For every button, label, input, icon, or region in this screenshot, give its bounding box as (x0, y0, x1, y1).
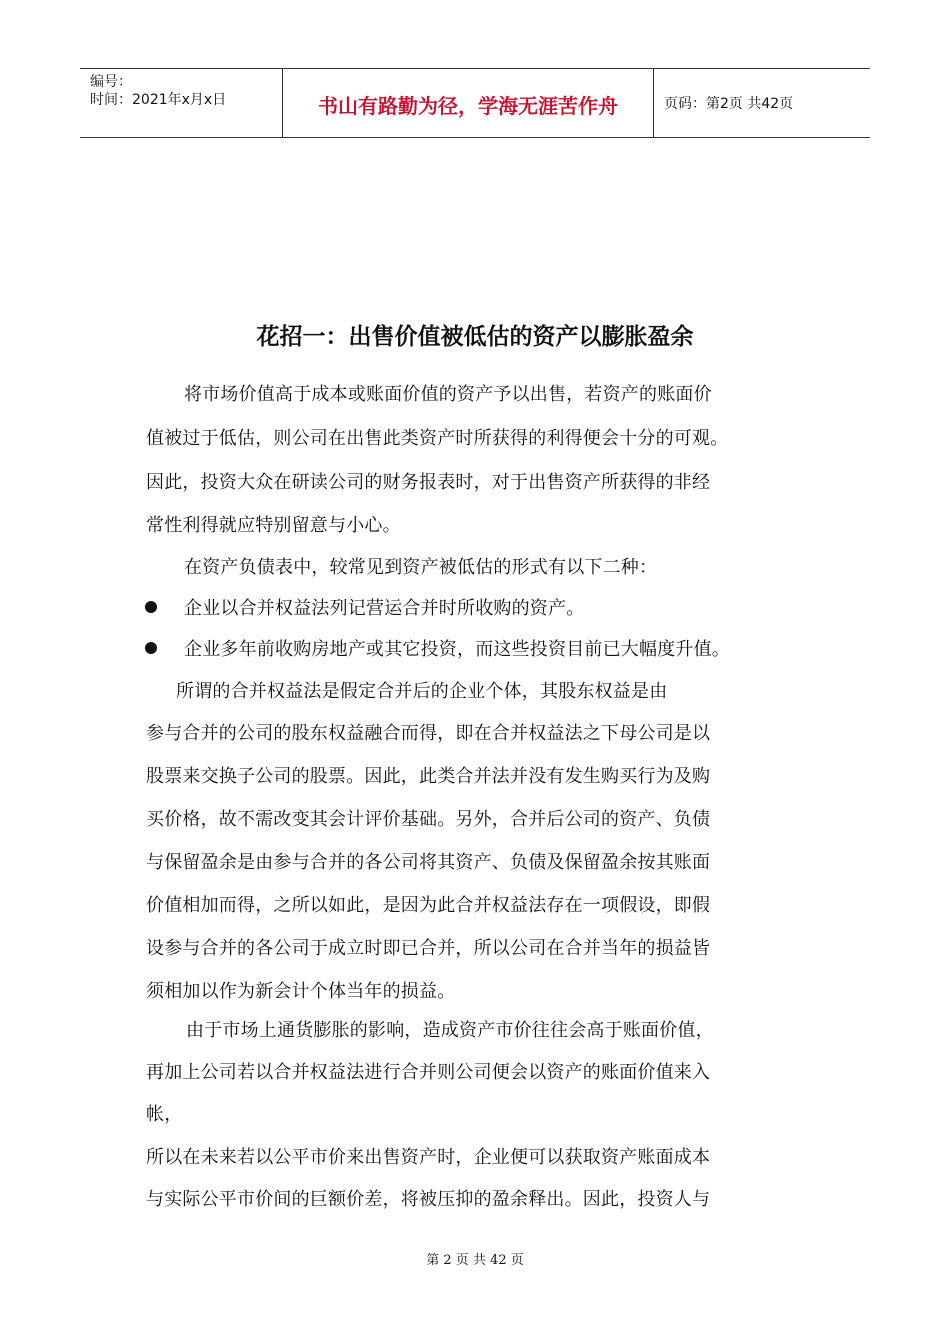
paragraph-line: 值被过于低估，则公司在出售此类资产时所获得的利得便会十分的可观。 (146, 428, 729, 449)
section-title: 花招一：出售价值被低估的资产以膨胀盈余 (256, 324, 694, 350)
paragraph-line: 买价格，故不需改变其会计评价基础。另外，合并后公司的资产、负债 (146, 809, 711, 830)
page-info: 页码：第2页 共42页 (664, 96, 794, 112)
time-label: 时间：2021年x月x日 (90, 92, 227, 108)
bullet-item: 企业以合并权益法列记营运合并时所收购的资产。 (184, 598, 585, 619)
header-info-cell (80, 69, 283, 137)
paragraph-line: 所以在未来若以公平市价来出售资产时，企业便可以获取资产账面成本 (146, 1147, 711, 1168)
paragraph-line: 因此，投资大众在研读公司的财务报表时，对于出售资产所获得的非经 (146, 472, 711, 493)
paragraph-line: 股票来交换子公司的股票。因此，此类合并法并没有发生购买行为及购 (146, 766, 711, 787)
paragraph-line: 参与合并的公司的股东权益融合而得，即在合并权益法之下母公司是以 (146, 723, 711, 744)
paragraph-line: 常性利得就应特别留意与小心。 (146, 515, 401, 536)
number-label: 编号： (90, 74, 132, 90)
paragraph-line: 再加上公司若以合并权益法进行合并则公司便会以资产的账面价值来入 (146, 1062, 711, 1083)
bullet-dot (145, 642, 157, 654)
paragraph-line: 在资产负债表中，较常见到资产被低估的形式有以下二种： (184, 557, 658, 578)
header-page-cell (654, 69, 870, 137)
header-motto-cell (283, 69, 654, 137)
paragraph-line: 帐， (146, 1104, 183, 1125)
paragraph-line: 价值相加而得，之所以如此，是因为此合并权益法存在一项假设，即假 (146, 895, 711, 916)
motto-text: 书山有路勤为径，学海无涯苦作舟 (318, 94, 618, 118)
paragraph-line: 与实际公平市价间的巨额价差，将被压抑的盈余释出。因此，投资人与 (146, 1189, 711, 1210)
paragraph-line: 将市场价值高于成本或账面价值的资产予以出售，若资产的账面价 (184, 384, 712, 405)
paragraph-line: 须相加以作为新会计个体当年的损益。 (146, 981, 456, 1002)
paragraph-line: 与保留盈余是由参与合并的各公司将其资产、负债及保留盈余按其账面 (146, 852, 711, 873)
page-footer: 第 2 页 共 42 页 (426, 1253, 524, 1268)
paragraph-line: 所谓的合并权益法是假定合并后的企业个体，其股东权益是由 (176, 681, 668, 702)
paragraph-line: 设参与合并的各公司于成立时即已合并，所以公司在合并当年的损益皆 (146, 938, 711, 959)
bullet-item: 企业多年前收购房地产或其它投资，而这些投资目前已大幅度升值。 (184, 639, 730, 660)
document-header (80, 68, 870, 138)
paragraph-line: 由于市场上通货膨胀的影响，造成资产市价往往会高于账面价值， (186, 1020, 714, 1041)
bullet-dot (145, 601, 157, 613)
